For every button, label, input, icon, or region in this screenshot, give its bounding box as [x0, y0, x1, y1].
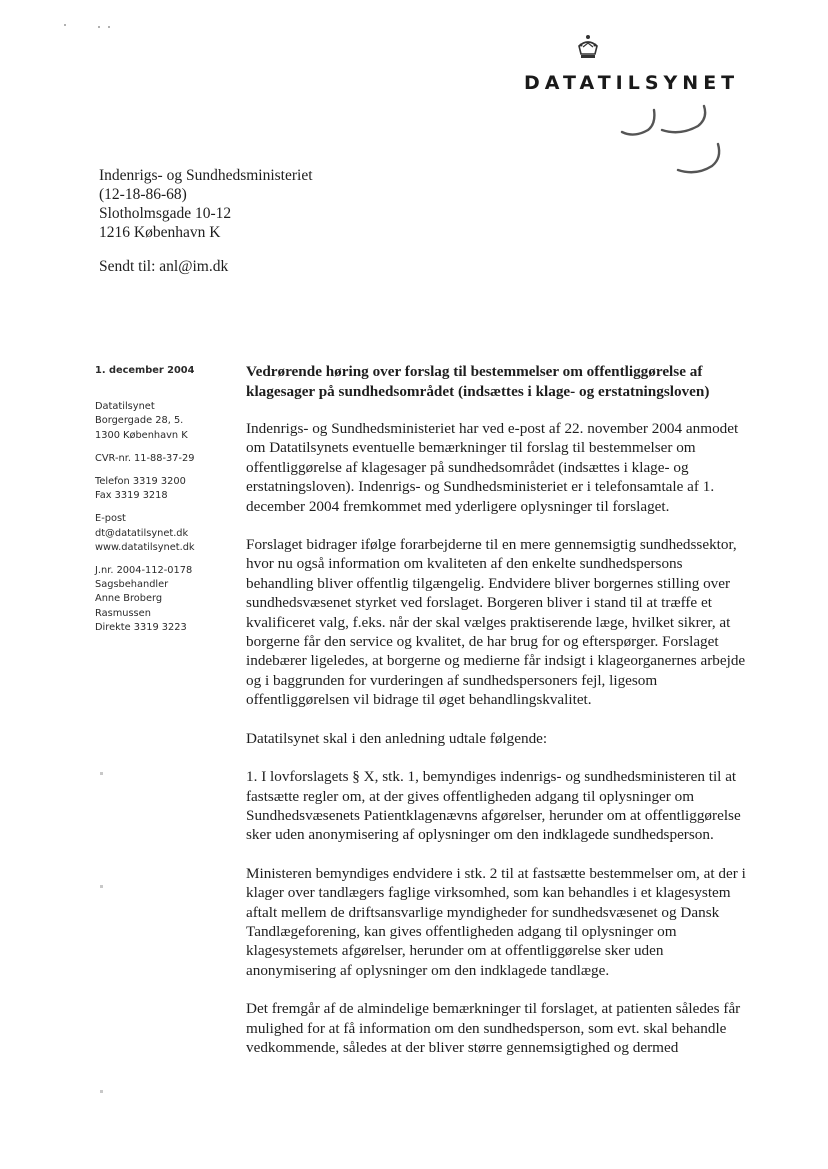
recipient-line: (12-18-86-68): [99, 186, 187, 203]
contact-block: [95, 512, 225, 555]
sidebar-line: E-post: [95, 513, 126, 525]
body-paragraph: Forslaget bidrager ifølge forarbejderne til en mere gennemsigtig sundhedssektor, hvor nu også information om kvaliteten af den enkelte sundhedspersons behandling bliver offentlig tilgængelig. Endvidere bliver borgernes stilling over sundhedsvæsenet styrket ved forslaget. Borgeren bliver i stand til at træffe et kvalificeret valg, f.eks. når der skal vælges praktiserende læge, hvilket sikrer, at borgerne får den service og kvalitet, de har brug for og efterspørger. Forslaget indebærer ligeledes, at borgerne og medierne får indsigt i klageorganernes arbejde og i baggrunden for vurderingen af sundhedspersoners fejl, ligesom offentliggørelsen vil bidrage til øget behandlingskvalitet.: [246, 536, 746, 709]
sidebar-line: Datatilsynet: [95, 401, 155, 413]
sidebar-line: 1300 København K: [95, 429, 188, 441]
scan-speck: [108, 26, 110, 28]
scan-speck: [98, 26, 100, 28]
margin-tick: [100, 772, 103, 775]
sidebar-line: CVR-nr. 11-88-37-29: [95, 452, 195, 464]
body-paragraph: 1. I lovforslagets § X, stk. 1, bemyndiges indenrigs- og sundhedsministeren til at fastsætte regler om, at der gives offentligheden adgang til oplysninger om Sundhedsvæsenets Patientklagenævns afgørelser, herunder om at offentliggørelse sker uden anonymisering af oplysninger om den indklagede sundhedsperson.: [246, 768, 741, 844]
sidebar-line: Sagsbehandler: [95, 579, 169, 591]
sidebar-line: J.nr. 2004-112-0178: [95, 565, 193, 577]
sidebar-website: www.datatilsynet.dk: [95, 541, 195, 553]
handwritten-mark: [612, 104, 732, 184]
body-paragraph: Ministeren bemyndiges endvidere i stk. 2 til at fastsætte bestemmelser om, at der i klager over tandlægers faglige virksomhed, som kan behandles i et klagesystem aftalt mellem de driftsansvarlige myndigheder for sundhedsvæsenet og Dansk Tandlægeforening, kan gives offentligheden adgang til oplysninger om klagesystemets afgørelser, herunder om at offentliggørelse sker uden anonymisering af oplysninger om den indklagede tandlæge.: [246, 864, 746, 979]
recipient-line: Slotholmsgade 10-12: [99, 205, 232, 222]
sidebar-line: Rasmussen: [95, 607, 151, 619]
margin-tick: [100, 885, 103, 888]
sidebar-email: dt@datatilsynet.dk: [95, 527, 189, 539]
letter-subject: Vedrørende høring over forslag til bestemmelser om offentliggørelse af klagesager på sundhedsområdet (indsættes i klage- og erstatningsloven): [246, 363, 710, 400]
scan-speck: [64, 24, 66, 26]
cvr-number: [95, 452, 225, 466]
sidebar-line: Telefon 3319 3200: [95, 476, 186, 488]
case-block: [95, 564, 225, 635]
recipient-address: [99, 166, 313, 242]
body-paragraph: Indenrigs- og Sundhedsministeriet har ved e-post af 22. november 2004 anmodet om Datatilsynets eventuelle bemærkninger til forslag til bestemmelser om offentliggørelse af klagesager på sundhedsområdet (indsættes i klage- og erstatningsloven). Indenrigs- og Sundhedsministeriet er i telefonsamtale af 1. december 2004 fremkommet med yderligere oplysninger til forslaget.: [246, 420, 739, 515]
sidebar-line: Anne Broberg: [95, 593, 163, 605]
margin-tick: [100, 1090, 103, 1093]
sidebar-line: Borgergade 28, 5.: [95, 415, 184, 427]
body-paragraph: Datatilsynet skal i den anledning udtale følgende:: [246, 729, 548, 747]
letter-date: 1. december 2004: [95, 365, 195, 376]
royal-crown-icon: [575, 34, 601, 62]
recipient-line: Indenrigs- og Sundhedsministeriet: [99, 167, 313, 184]
recipient-line: 1216 København K: [99, 224, 221, 241]
sender-sidebar: [95, 364, 225, 644]
logo-wordmark: DATATILSYNET: [524, 72, 740, 94]
sidebar-line: Fax 3319 3218: [95, 490, 168, 502]
sent-to-line: Sendt til: anl@im.dk: [99, 258, 229, 275]
letter-body: [246, 362, 746, 1076]
sender-address: [95, 400, 225, 443]
sidebar-line: Direkte 3319 3223: [95, 621, 187, 633]
body-paragraph: Det fremgår af de almindelige bemærkninger til forslaget, at patienten således får mulighed for at få information om den sundhedsperson, som evt. skal behandle vedkommende, således at der bliver større gennemsigtighed og dermed: [246, 1000, 741, 1056]
phone-block: [95, 475, 225, 503]
